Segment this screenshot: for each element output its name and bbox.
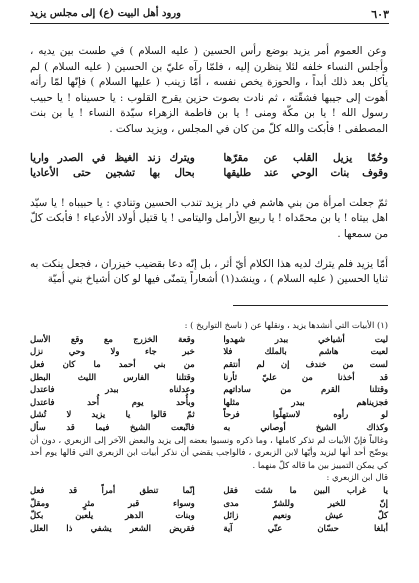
footnote-verse [30, 421, 388, 434]
footnote-verse [30, 371, 388, 384]
verse-hemistich-left: ويترك زند الغيظ في الصدر واريا [30, 151, 195, 164]
verse-hemistich-left: إنّما تنطق أمراً قد فعل [30, 484, 195, 495]
footnote-verse [30, 484, 388, 497]
verse-hemistich-right: وقتلنا القرم من ساداتهم [223, 384, 388, 395]
text-line: ذلك أبداً ، والحوزة يخص نفسه ، أمّا زينب ( عليها السلام ) فإنّها لمّا رأته أهوت إلى جيبها [30, 76, 388, 104]
text-line: اهل بيتاه ! يا بن محمّداه ! يا ربيع الأرامل واليتامى ! يا قتيل أولاد الأدعياء ! فأبكت كلّ من [30, 212, 388, 240]
footnote-verse [30, 383, 388, 396]
footnote-commentary [30, 434, 388, 472]
poem-block [30, 151, 388, 182]
verse-hemistich-left: من بني أحمد ما كان فعل [30, 358, 195, 369]
footnote-verse [30, 522, 388, 535]
footnote-verse [30, 408, 388, 421]
footnote-verse [30, 497, 388, 510]
text-line: ومنى ! يا بن فاطمة الزهراء سيّدة النساء ! يا بن بنت المصطفى ! فأبكت والله كلّ من كان في [30, 107, 388, 135]
verse-hemistich-right: يا غراب البين ما شئت فقل [223, 484, 388, 495]
text-line: أن يوضّح أحد أنها ليزيد وأيّها لابن الزبعري ، فالواجب يقضي أن نذكر أبيات ابن الزبعري التي قالها يوم [30, 434, 388, 458]
verse-hemistich-right: أبلغا حسّان عنّي آية [223, 522, 388, 533]
text-line: المجلس ، ويزيد ساكت . [109, 122, 213, 135]
footnote-heading: (١) الأبيات التي أنشدها يزيد ، ونقلها عن ( ناسخ التواريخ ) : [184, 320, 388, 330]
paragraph-lament [30, 196, 388, 243]
text-line: أحد كي يمكن التمييز بين ما قاله كلّ منهما . [30, 447, 388, 470]
text-line: وغالباً فإنّ الأبيات لم تذكر كاملها ، وما ذكره ونسبوا بعضه إلى يزيد والبعض الآخر إلى الزبعري ، دون [38, 434, 388, 445]
running-title: ورود أهل البيت (ع) إلى مجلس يزيد [30, 8, 181, 19]
footnote-attribution: قال ابن الزبعري : [326, 472, 388, 483]
verse-hemistich-right: وكذاك الشيخ أوصاني به [223, 421, 388, 432]
footnote-separator [233, 305, 388, 306]
verse-hemistich-right: لعبت هاشم بالملك فلا [223, 346, 388, 357]
footnotes [30, 319, 388, 534]
verse-hemistich-right: فجزيناهم ببدر مثلها [223, 396, 388, 407]
page-header [30, 8, 389, 24]
verse-hemistich-left: وعدلناه ببدر فاعتدل [30, 384, 195, 395]
verse-hemistich-right: ليت أشياخي ببدر شهدوا [223, 333, 388, 344]
verse-hemistich-left: وبنات الدهر يلعبن بكلّ [30, 510, 195, 521]
verse-line [30, 166, 388, 182]
footnote-verse [30, 396, 388, 409]
text-line: سمعها . [337, 227, 372, 240]
verse-hemistich-left: وقتلنا الفارس الليث البطل [30, 371, 195, 382]
verse-hemistich-right: قد أخذنا من عليّ ثأرنا [223, 371, 388, 382]
verse-hemistich-right: إنّ للخير وللشرّ مدى [223, 497, 388, 508]
verse-hemistich-left: وقعة الخزرج مع وقع الأسل [30, 333, 195, 344]
verse-hemistich-left: خبر جاء ولا وحي نزل [30, 346, 195, 357]
paragraph-yazid [30, 257, 388, 288]
text-line: أمّا يزيد فلم يترك لديه هذا الكلام أيّ أثر ، بل إنّه دعا بقضيب خيزران ، فجعل [63, 257, 388, 270]
verse-line [30, 151, 388, 167]
footnote-verse [30, 345, 388, 358]
verse-hemistich-left: بحال بها تشجين حتى الأعاديا [30, 167, 195, 180]
text-line: وأجلس النساء خلفه لئلا ينظرن إليه ، فلمّا رآه عليّ بن الحسين ( عليه السلام ) لم يأكل بعد [30, 60, 388, 89]
verse-hemistich-left: وبأُحد يوم أُحد فاعتدل [30, 396, 195, 407]
text-line: ينكت به ثنايا الحسين ( عليه السلام ) ، وينشد(١) أشعاراً يتمنّى فيها لو كان أشياخ بني أميّة [30, 257, 388, 286]
verse-hemistich-left: وسواء قبر مثرٍ ومقلّ [30, 497, 195, 508]
text-line: وعن العموم أمر يزيد بوضع رأس الحسين ( عليه السلام ) في طست بين يديه ، [30, 45, 387, 57]
text-line: فشقّته ، ثم نادت بصوت حزين يقرح القلوب : يا حسيناه ! يا حبيب رسول الله ! يا بن مكّة [30, 91, 388, 120]
paragraph-scene [30, 44, 388, 138]
verse-hemistich-right: وقوف بنات الوحي عند طليقها [223, 167, 388, 180]
verse-hemistich-right: لو رأوه لاستهلّوا فرحاً [223, 409, 388, 420]
main-text [30, 44, 388, 289]
footnote-verse [30, 333, 388, 346]
footnote-verse [30, 358, 388, 371]
verse-hemistich-left: فقريض الشعر يشفي ذا العلل [30, 522, 195, 533]
verse-hemistich-left: ثمّ قالوا يا يزيد لا تُشل [30, 409, 195, 420]
verse-hemistich-right: لست من خندف إن لم أنتقم [223, 358, 388, 369]
page-number: ٦٠٣ [371, 8, 389, 21]
footnote-verse [30, 509, 388, 522]
verse-hemistich-right: وحُمّا يزيل القلب عن مقرّها [223, 151, 388, 164]
text-line: ثمّ جعلت امرأة من بني هاشم في دار يزيد تندب الحسين وتنادي : يا حبيباه ! يا سيّد [30, 196, 388, 209]
verse-hemistich-right: كلّ عيش ونعيم زائل [223, 510, 388, 521]
verse-hemistich-left: فاتّبعت الشيخ فيما قد سأل [30, 421, 195, 432]
